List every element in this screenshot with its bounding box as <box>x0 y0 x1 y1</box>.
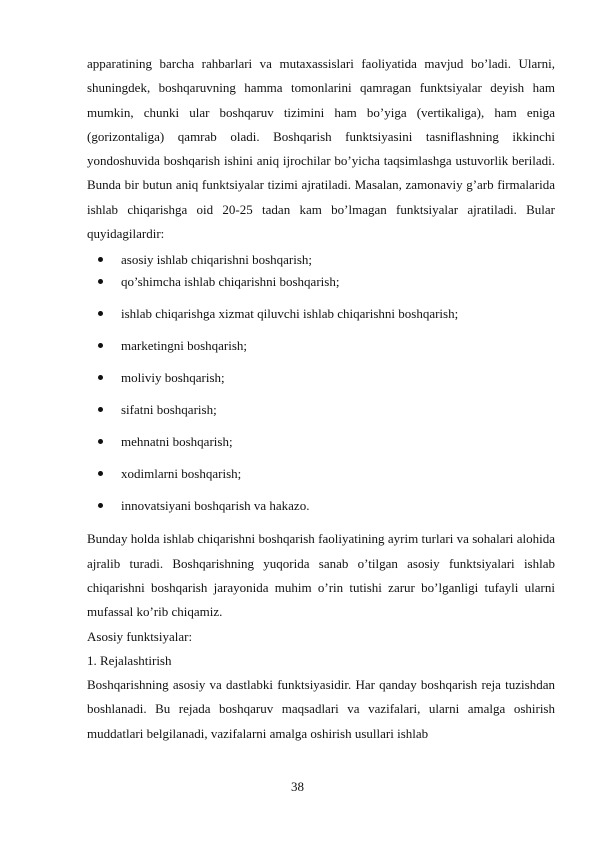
bullet-icon <box>98 257 103 262</box>
bullet-icon <box>98 471 103 476</box>
intro-paragraph: apparatining barcha rahbarlari va mutaxassislari faoliyatida mavjud bo’ladi. Ularni, shuningdek, boshqaruvning hamma tomonlarini qamragan funktsiyalar deyish ham mumkin, chunki ular boshqaruv tizimini ham bo’yiga (vertikaliga), ham eniga (gorizontaliga) qamrab oladi. Boshqarish funktsiyasini tasniflashning ikkinchi yondoshuvida boshqarish ishini aniq ijrochilar bo’yicha taqsimlashga ustuvorlik beriladi. Bunda bir butun aniq funktsiyalar tizimi ajratiladi. Masalan, zamonaviy g’arb firmalarida ishlab chiqarishga oid 20-25 tadan kam bo’lmagan funktsiyalar ajratiladi. Bular quyidagilardir: <box>87 56 555 242</box>
bullet-icon <box>98 343 103 348</box>
bullet-icon <box>98 375 103 380</box>
page-number: 38 <box>291 779 304 794</box>
bullet-icon <box>98 407 103 412</box>
document-page <box>87 52 555 746</box>
functions-list <box>87 251 555 514</box>
bullet-icon <box>98 439 103 444</box>
list-item: moliviy boshqarish; <box>87 369 555 386</box>
bullet-icon <box>98 311 103 316</box>
list-item: asosiy ishlab chiqarishni boshqarish; <box>87 251 555 268</box>
list-item: xodimlarni boshqarish; <box>87 465 555 482</box>
list-item: mehnatni boshqarish; <box>87 433 555 450</box>
after-list-paragraph: Bunday holda ishlab chiqarishni boshqarish faoliyatining ayrim turlari va sohalari alohida ajralib turadi. Boshqarishning yuqorida sanab o’tilgan asosiy funktsiyalari ishlab chiqarishni boshqarish jarayonida muhim o’rin tutishi zarur bo’lganligi tufayli ularni mufassal ko’rib chiqamiz. <box>87 531 555 620</box>
list-item: sifatni boshqarish; <box>87 401 555 418</box>
list-item: marketingni boshqarish; <box>87 337 555 354</box>
bullet-icon <box>98 503 103 508</box>
section-heading: 1. Rejalashtirish <box>87 652 172 668</box>
list-item: qo’shimcha ishlab chiqarishni boshqarish; <box>87 273 555 290</box>
list-item: innovatsiyani boshqarish va hakazo. <box>87 497 555 514</box>
bullet-icon <box>98 279 103 284</box>
main-functions-label: Asosiy funktsiyalar: <box>87 628 193 644</box>
section-body: Boshqarishning asosiy va dastlabki funktsiyasidir. Har qanday boshqarish reja tuzishdan boshlanadi. Bu rejada boshqaruv maqsadlari va vazifalari, ularni amalga oshirish muddatlari belgilanadi, vazifalarni amalga oshirish usullari ishlab <box>87 677 555 741</box>
list-item: ishlab chiqarishga xizmat qiluvchi ishlab chiqarishni boshqarish; <box>87 305 555 322</box>
